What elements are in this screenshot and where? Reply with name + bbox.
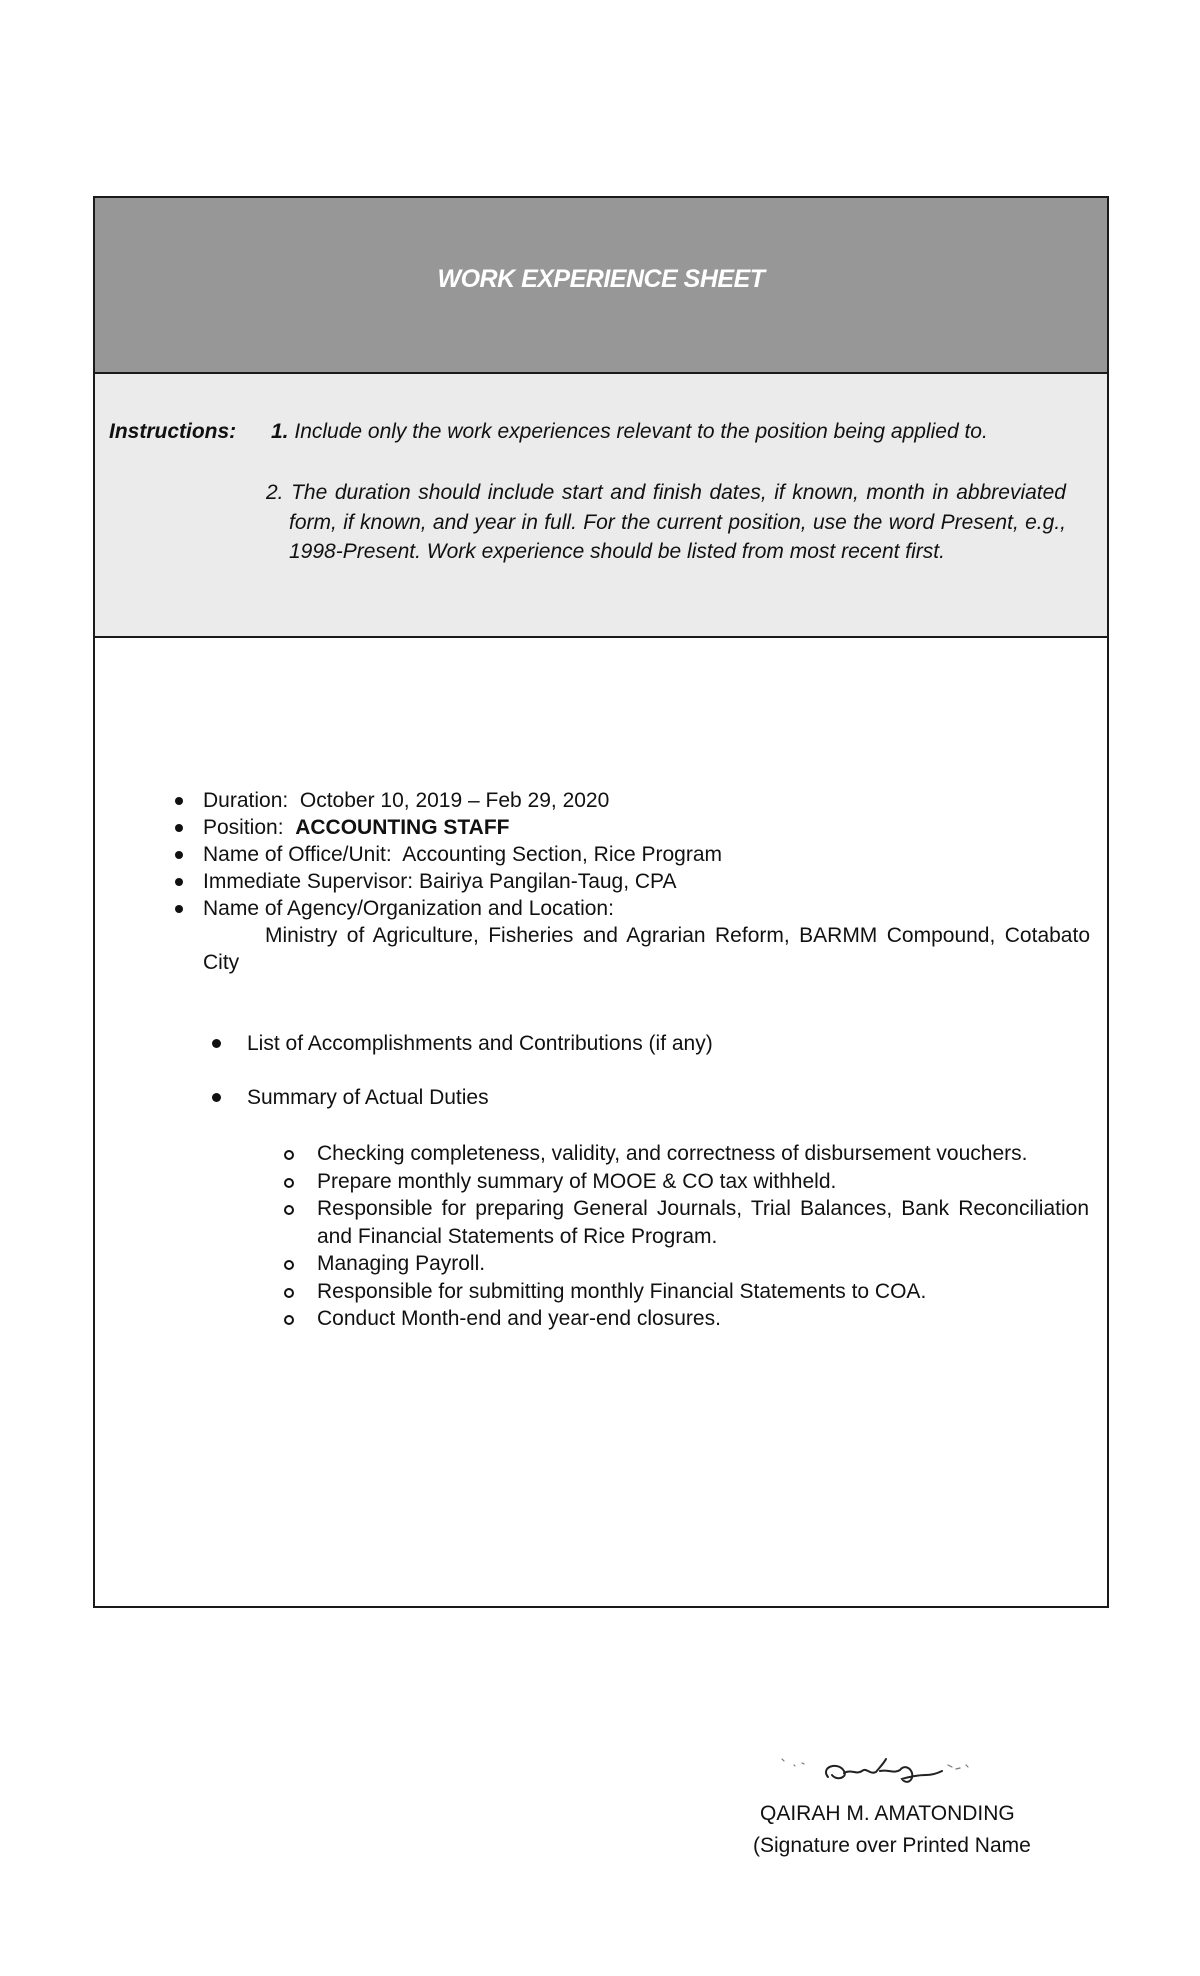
duty-item: Responsible for preparing General Journals, Trial Balances, Bank Reconciliation and Financial Statements of Rice Program.	[95, 1195, 1089, 1250]
instruction-item-1	[271, 420, 988, 444]
duration-row	[95, 787, 1090, 814]
duties-list	[95, 1140, 1095, 1333]
bullet-icon	[175, 824, 183, 832]
circle-bullet-icon	[284, 1205, 294, 1215]
bullet-icon	[175, 878, 183, 886]
position-row	[95, 814, 1090, 841]
accomplishments-heading: List of Accomplishments and Contributions (if any)	[247, 1032, 713, 1055]
duration-value: October 10, 2019 – Feb 29, 2020	[299, 789, 610, 812]
supervisor-value: Bairiya Pangilan-Taug, CPA	[418, 870, 677, 893]
agency-label: Name of Agency/Organization and Location:	[203, 897, 614, 920]
instruction-item-1-text: Include only the work experiences relevant to the position being applied to.	[294, 420, 988, 443]
office-value: Accounting Section, Rice Program	[402, 843, 723, 866]
position-value: ACCOUNTING STAFF	[295, 816, 510, 839]
circle-bullet-icon	[284, 1178, 294, 1188]
circle-bullet-icon	[284, 1315, 294, 1325]
printed-name: QAIRAH M. AMATONDING	[760, 1802, 1015, 1825]
office-row	[95, 841, 1090, 868]
supervisor-label: Immediate Supervisor:	[203, 870, 414, 893]
agency-row	[95, 895, 1090, 922]
position-label: Position:	[203, 816, 284, 839]
duty-item: Prepare monthly summary of MOOE & CO tax withheld.	[95, 1168, 1089, 1196]
bullet-icon	[175, 797, 183, 805]
office-label: Name of Office/Unit:	[203, 843, 392, 866]
experience-body	[95, 638, 1107, 1608]
duty-item: Conduct Month-end and year-end closures.	[95, 1305, 1089, 1333]
instruction-item-2: 2. The duration should include start and finish dates, if known, month in abbreviated form, if known, and year in full. For the current position, use the word Present, e.g., 1998-Present. Work experience should be listed from most recent first.	[266, 481, 1066, 563]
instruction-item-1-number: 1.	[271, 420, 289, 443]
work-experience-sheet	[93, 196, 1109, 1608]
agency-value: Ministry of Agriculture, Fisheries and Agrarian Reform, BARMM Compound, Cotabato City	[203, 924, 1090, 974]
sheet-title: WORK EXPERIENCE SHEET	[437, 264, 765, 293]
duty-item: Responsible for submitting monthly Financial Statements to COA.	[95, 1278, 1089, 1306]
bullet-icon	[212, 1093, 221, 1102]
duties-heading: Summary of Actual Duties	[247, 1086, 489, 1109]
duty-item: Managing Payroll.	[95, 1250, 1089, 1278]
bullet-icon	[175, 905, 183, 913]
duty-item: Checking completeness, validity, and correctness of disbursement vouchers.	[95, 1140, 1089, 1168]
instructions-panel	[95, 374, 1107, 638]
instructions-label: Instructions:	[109, 420, 237, 443]
agency-location	[95, 922, 1090, 976]
signature-caption: (Signature over Printed Name	[753, 1834, 1031, 1857]
sheet-header	[95, 198, 1107, 374]
experience-details	[95, 787, 1095, 976]
bullet-icon	[175, 851, 183, 859]
circle-bullet-icon	[284, 1260, 294, 1270]
circle-bullet-icon	[284, 1288, 294, 1298]
circle-bullet-icon	[284, 1150, 294, 1160]
supervisor-row	[95, 868, 1090, 895]
handwritten-signature	[780, 1745, 1010, 1795]
duration-label: Duration:	[203, 789, 289, 812]
bullet-icon	[212, 1039, 221, 1048]
